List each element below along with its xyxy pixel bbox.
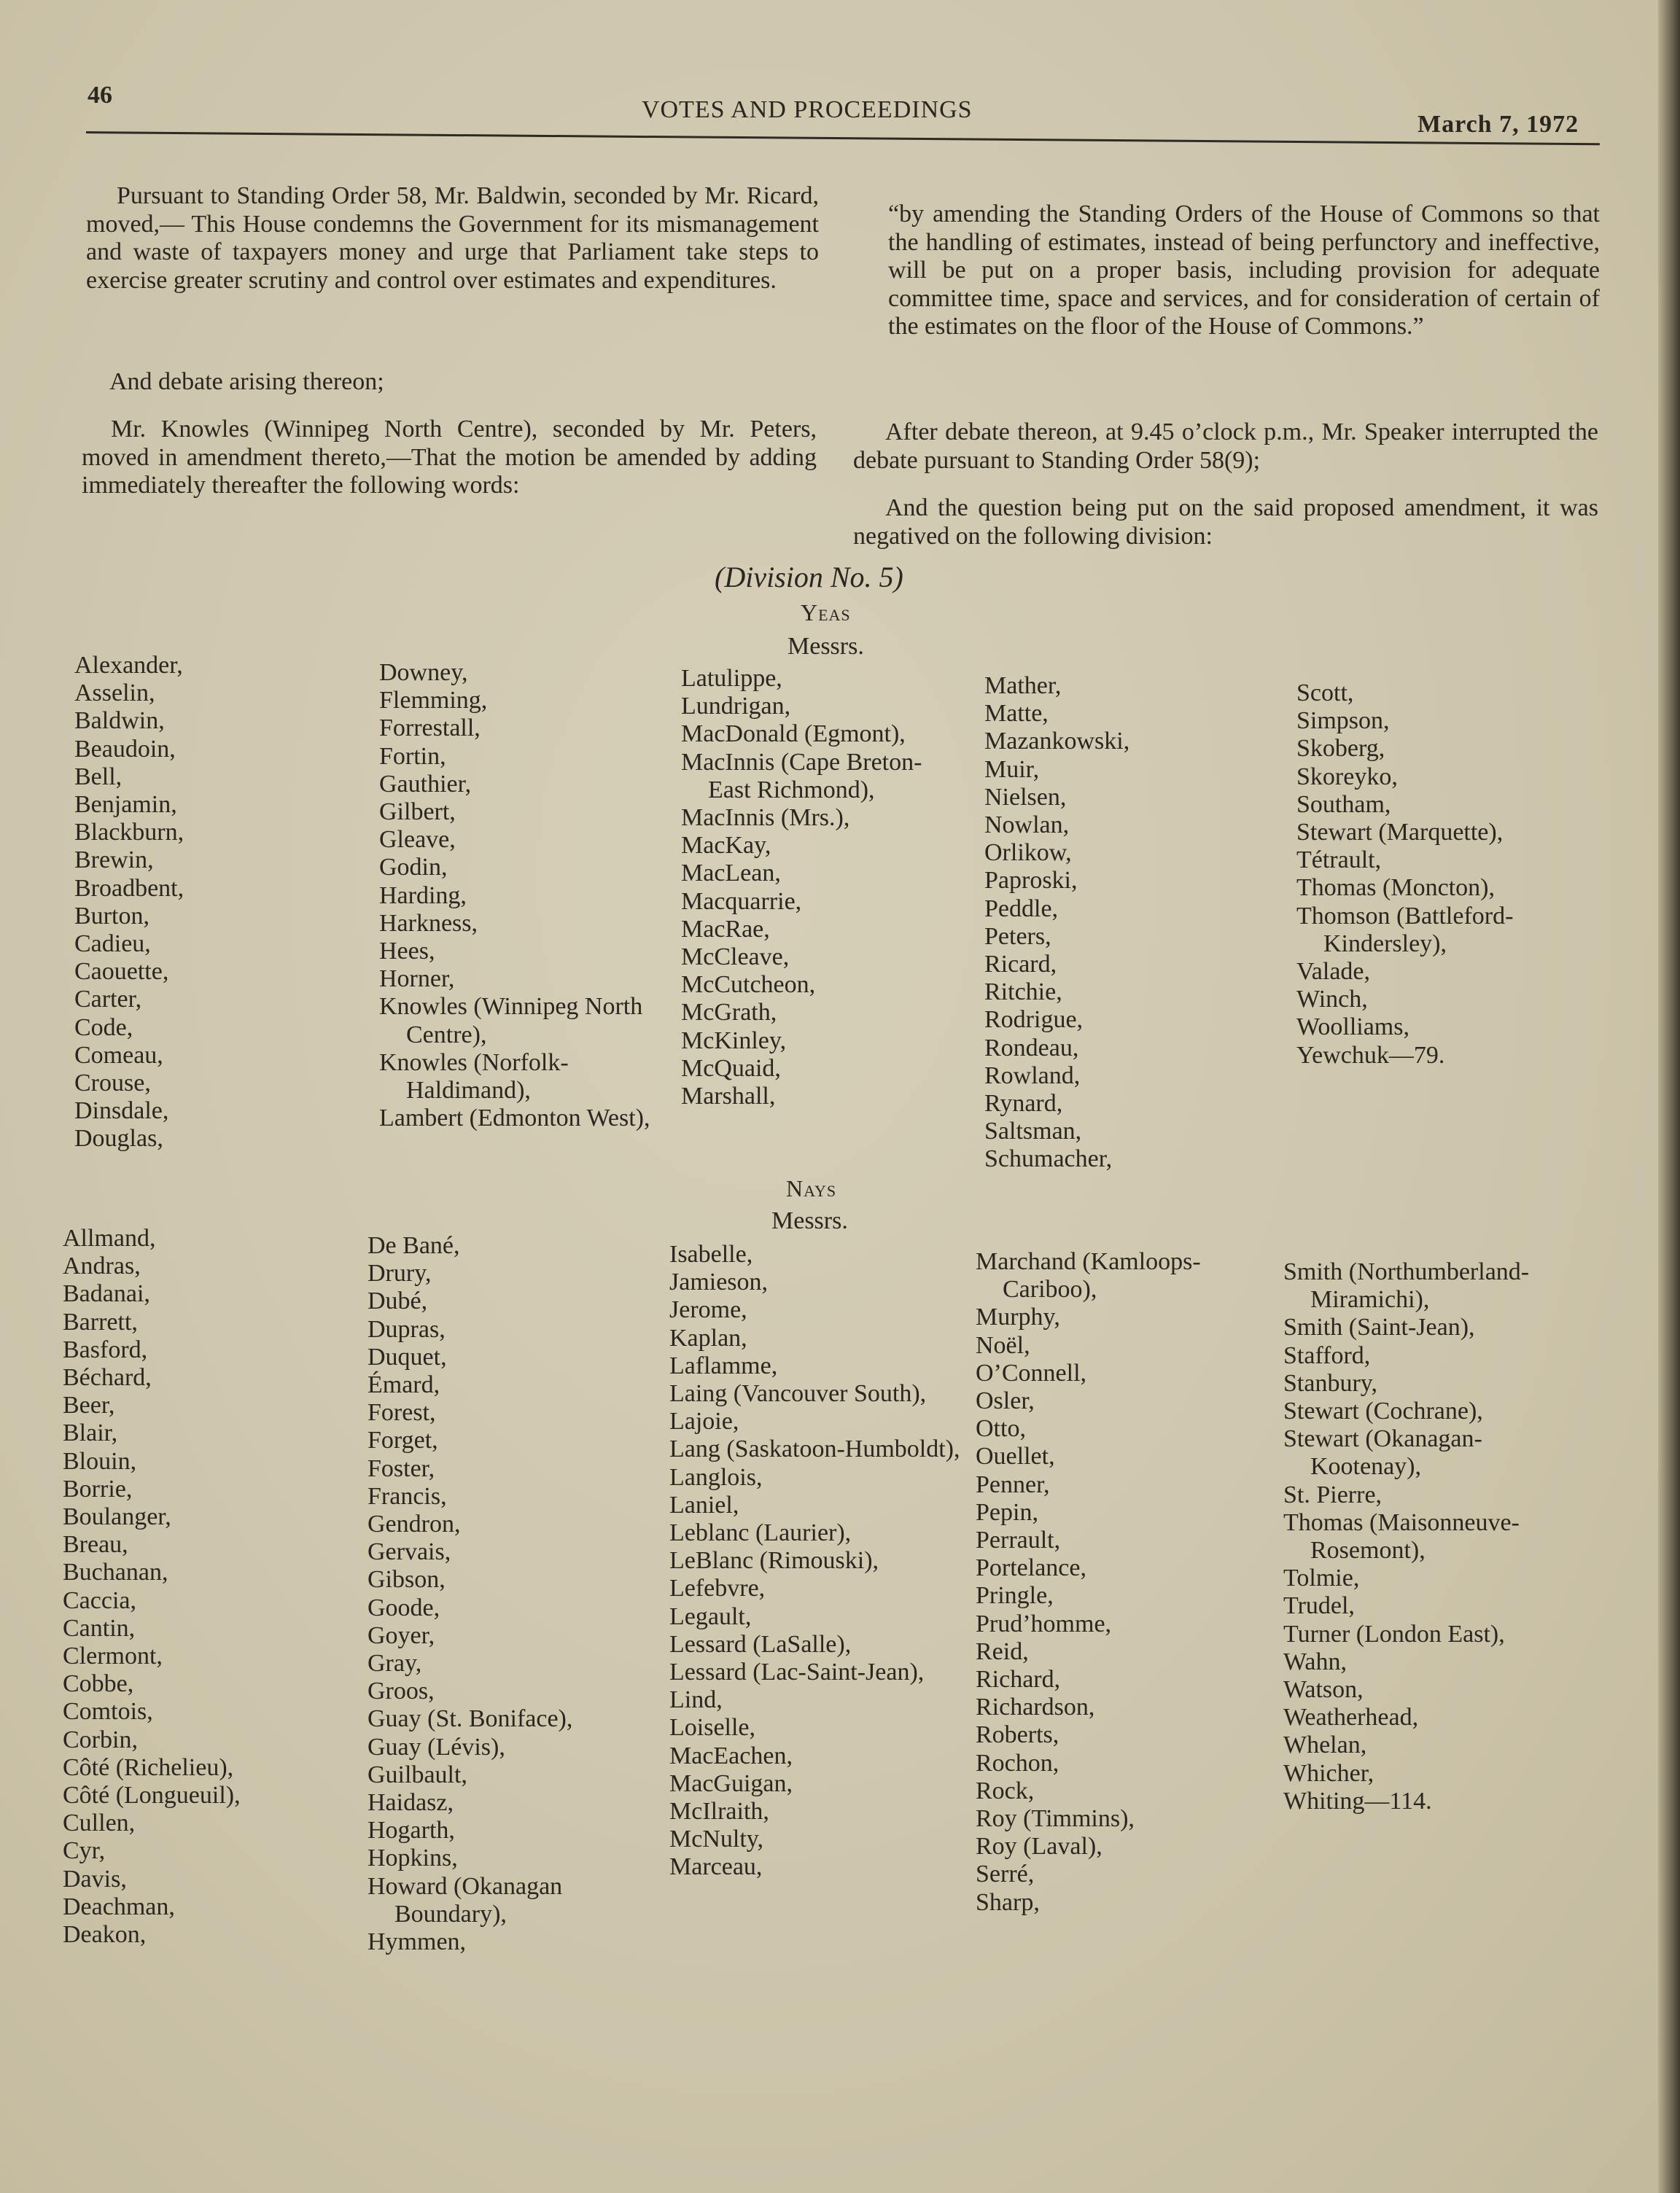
yeas-heading: Yeas — [801, 599, 851, 626]
member-name: Broadbent, — [74, 874, 184, 902]
header-rule — [86, 131, 1600, 145]
member-name: Trudel, — [1283, 1592, 1355, 1620]
member-name: MacInnis (Cape Breton-East Richmond), — [681, 748, 922, 803]
member-name: Cyr, — [63, 1837, 106, 1865]
member-name: McQuaid, — [681, 1054, 781, 1082]
member-name: Cobbe, — [63, 1670, 134, 1698]
member-name: Loiselle, — [669, 1714, 756, 1742]
member-name: Horner, — [379, 965, 455, 993]
member-name: MacLean, — [681, 860, 781, 887]
member-name: Downey, — [379, 659, 468, 686]
member-name: Cullen, — [63, 1810, 136, 1837]
nays-column-3 — [669, 1241, 976, 1882]
member-name: Roy (Timmins), — [976, 1805, 1135, 1833]
member-name: Nowlan, — [984, 811, 1070, 839]
member-name: Gleave, — [379, 826, 456, 854]
member-name: Smith (Northumberland-Miramichi), — [1283, 1258, 1530, 1314]
member-name: Richardson, — [976, 1694, 1095, 1721]
amendment-text-paragraph: “by amending the Standing Orders of the House of Commons so that the handling of estimates, instead of being perfunctory and ineffective, will be put on a proper basis, including provision for adequate committee time, space and services, and for consideration of certain of the estimates on the floor of the House of Commons.” — [888, 200, 1600, 340]
member-name: Deachman, — [63, 1893, 175, 1920]
member-name: Rondeau, — [984, 1034, 1079, 1062]
yeas-column-1 — [74, 652, 351, 1153]
member-name: Jerome, — [669, 1296, 747, 1324]
member-name: Godin, — [379, 854, 448, 881]
member-name: Portelance, — [976, 1554, 1086, 1582]
member-name: Thomas (Maisonneuve-Rosemont), — [1283, 1508, 1520, 1565]
member-name: Laniel, — [669, 1491, 739, 1519]
member-name: Lajoie, — [669, 1408, 739, 1436]
member-name: MacEachen, — [669, 1742, 793, 1769]
member-name: Lambert (Edmonton West), — [379, 1105, 650, 1132]
member-name: Pepin, — [976, 1498, 1038, 1526]
member-name: Cadieu, — [74, 930, 151, 958]
member-name: Isabelle, — [669, 1241, 753, 1268]
member-name: Murphy, — [976, 1304, 1060, 1331]
member-name: Marchand (Kamloops-Cariboo), — [976, 1248, 1201, 1304]
member-name: Comeau, — [74, 1041, 163, 1069]
member-name: Davis, — [63, 1865, 127, 1893]
member-name: Serré, — [976, 1861, 1035, 1888]
member-name: Comtois, — [63, 1698, 153, 1726]
member-name: Thomas (Moncton), — [1296, 874, 1495, 902]
member-name: Wahn, — [1283, 1648, 1347, 1675]
member-name: Watson, — [1283, 1676, 1364, 1704]
member-name: Dubé, — [368, 1288, 428, 1315]
member-name: Paproski, — [984, 867, 1078, 895]
member-name: Deakon, — [63, 1921, 147, 1949]
member-name: Guilbault, — [368, 1761, 467, 1788]
member-name: Rynard, — [984, 1090, 1063, 1118]
member-name: Valade, — [1296, 958, 1371, 986]
member-name: Marceau, — [669, 1853, 763, 1881]
member-name: Rochon, — [976, 1749, 1059, 1777]
member-name: Code, — [74, 1013, 133, 1041]
yeas-column-5 — [1296, 679, 1574, 1070]
member-name: Richard, — [976, 1666, 1061, 1694]
nays-column-5 — [1283, 1258, 1590, 1815]
nays-column-1 — [63, 1225, 340, 1949]
member-name: Brewin, — [74, 846, 154, 874]
member-name: Côté (Richelieu), — [63, 1753, 234, 1781]
member-name: Nielsen, — [984, 783, 1067, 811]
member-name: Lessard (LaSalle), — [669, 1630, 852, 1658]
member-name: Ouellet, — [976, 1443, 1055, 1471]
interruption-paragraph: After debate thereon, at 9.45 o’clock p.m., Mr. Speaker interrupted the debate pursuant to Standing Order 58(9); — [853, 418, 1598, 474]
member-name: Smith (Saint-Jean), — [1283, 1314, 1475, 1341]
member-name: Allmand, — [63, 1225, 156, 1252]
member-name: McGrath, — [681, 999, 777, 1027]
member-name: Skoreyko, — [1296, 763, 1398, 790]
nays-heading: Nays — [786, 1175, 837, 1201]
member-name: Simpson, — [1296, 707, 1390, 735]
member-name: Thomson (Battleford-Kindersley), — [1296, 902, 1514, 957]
member-name: Hees, — [379, 938, 435, 965]
member-name: Rock, — [976, 1777, 1035, 1804]
member-name: Pringle, — [976, 1582, 1054, 1610]
member-name: Hymmen, — [368, 1928, 467, 1956]
yeas-column-2 — [379, 659, 656, 1132]
member-name: McKinley, — [681, 1027, 787, 1054]
member-name: Turner (London East), — [1283, 1620, 1505, 1648]
member-name: Béchard, — [63, 1364, 152, 1392]
member-name: McIlraith, — [669, 1798, 769, 1826]
member-name: Lind, — [669, 1686, 723, 1714]
member-name: Drury, — [368, 1260, 432, 1288]
member-name: Osler, — [976, 1387, 1035, 1415]
debate-paragraph: And debate arising thereon; — [109, 368, 384, 395]
member-name: Benjamin, — [74, 791, 177, 819]
member-name: Otto, — [976, 1415, 1026, 1443]
member-name: Dinsdale, — [74, 1097, 169, 1125]
member-name: Skoberg, — [1296, 735, 1385, 763]
member-name: Caccia, — [63, 1586, 136, 1614]
member-name: Laflamme, — [669, 1352, 778, 1379]
member-name: Beaudoin, — [74, 735, 176, 763]
member-name: Alexander, — [74, 652, 183, 679]
amendment-paragraph: Mr. Knowles (Winnipeg North Centre), seconded by Mr. Peters, moved in amendment thereto,—That the motion be amended by adding immediately thereafter the following words: — [82, 416, 817, 499]
member-name: Knowles (Norfolk-Haldimand), — [379, 1048, 569, 1105]
member-name: Kaplan, — [669, 1324, 747, 1352]
member-name: Mazankowski, — [984, 728, 1130, 755]
nays-messrs: Messrs. — [771, 1207, 848, 1234]
member-name: Clermont, — [63, 1643, 163, 1670]
member-name: Muir, — [984, 755, 1040, 783]
member-name: Asselin, — [74, 679, 155, 707]
member-name: MacInnis (Mrs.), — [681, 804, 850, 832]
member-name: MacGuigan, — [669, 1769, 793, 1797]
member-name: Rodrigue, — [984, 1006, 1084, 1034]
member-name: Latulippe, — [681, 665, 782, 692]
member-name: Rowland, — [984, 1062, 1081, 1089]
member-name: O’Connell, — [976, 1359, 1087, 1387]
member-name: Roy (Laval), — [976, 1833, 1102, 1861]
member-name: Hogarth, — [368, 1817, 455, 1845]
member-name: Stewart (Okanagan-Kootenay), — [1283, 1425, 1482, 1481]
member-name: Buchanan, — [63, 1559, 168, 1586]
member-name: Côté (Longueuil), — [63, 1782, 241, 1810]
nays-column-4 — [976, 1248, 1282, 1917]
member-name: Perrault, — [976, 1527, 1061, 1554]
member-name: Tétrault, — [1296, 846, 1382, 874]
header-date: March 7, 1972 — [1418, 111, 1579, 138]
member-name: Blair, — [63, 1419, 118, 1447]
member-name: Bell, — [74, 763, 122, 790]
member-name: Ritchie, — [984, 978, 1062, 1006]
member-name: Guay (Lévis), — [368, 1733, 505, 1761]
member-name: Whicher, — [1283, 1759, 1374, 1787]
member-name: Basford, — [63, 1336, 148, 1363]
member-name: LeBlanc (Rimouski), — [669, 1547, 879, 1575]
member-name: Fortin, — [379, 742, 446, 770]
member-name: Barrett, — [63, 1308, 138, 1336]
member-name: Cantin, — [63, 1614, 136, 1642]
member-name: Saltsman, — [984, 1118, 1082, 1145]
member-name: Gervais, — [368, 1538, 451, 1566]
member-name: Émard, — [368, 1371, 440, 1399]
member-name: Matte, — [984, 700, 1049, 728]
member-name: Stewart (Cochrane), — [1283, 1398, 1483, 1425]
nays-column-2 — [368, 1232, 645, 1956]
yeas-messrs: Messrs. — [788, 633, 864, 660]
member-name: Legault, — [669, 1602, 752, 1630]
member-name: Forrestall, — [379, 714, 481, 742]
member-name: Corbin, — [63, 1726, 138, 1753]
member-name: Woolliams, — [1296, 1013, 1409, 1041]
member-name: Orlikow, — [984, 839, 1072, 867]
member-name: Peddle, — [984, 895, 1059, 922]
member-name: Prud’homme, — [976, 1610, 1112, 1637]
member-name: Whelan, — [1283, 1732, 1367, 1759]
page-edge-shadow — [1658, 0, 1680, 2193]
member-name: Penner, — [976, 1471, 1050, 1498]
member-name: Harding, — [379, 881, 467, 909]
member-name: Knowles (Winnipeg North Centre), — [379, 993, 643, 1048]
member-name: Stanbury, — [1283, 1369, 1378, 1397]
member-name: McCleave, — [681, 943, 790, 971]
yeas-column-4 — [984, 672, 1261, 1174]
member-name: Gauthier, — [379, 770, 472, 798]
member-name: Lundrigan, — [681, 693, 791, 720]
member-name: De Bané, — [368, 1232, 460, 1259]
member-name: Boulanger, — [63, 1503, 171, 1531]
member-name: MacRae, — [681, 915, 770, 943]
member-name: Blackburn, — [74, 819, 184, 846]
member-name: Tolmie, — [1283, 1565, 1360, 1592]
running-title: VOTES AND PROCEEDINGS — [642, 96, 973, 123]
member-name: MacKay, — [681, 832, 771, 860]
member-name: Badanai, — [63, 1280, 150, 1308]
page-header — [0, 0, 1680, 146]
member-name: Goyer, — [368, 1621, 435, 1649]
member-name: Carter, — [74, 986, 142, 1013]
member-name: Langlois, — [669, 1463, 763, 1491]
member-name: Blouin, — [63, 1447, 137, 1475]
member-name: Borrie, — [63, 1475, 133, 1503]
question-paragraph: And the question being put on the said proposed amendment, it was negatived on the following division: — [853, 494, 1598, 550]
member-name: Marshall, — [681, 1083, 776, 1110]
member-name: Gendron, — [368, 1511, 461, 1538]
member-name: Francis, — [368, 1482, 447, 1510]
member-name: Gibson, — [368, 1566, 446, 1594]
member-name: Hopkins, — [368, 1845, 458, 1872]
member-name: McNulty, — [669, 1826, 764, 1853]
member-name: Gilbert, — [379, 798, 456, 826]
member-name: Winch, — [1296, 986, 1368, 1013]
member-name: Baldwin, — [74, 707, 165, 735]
member-name: Harkness, — [379, 909, 478, 937]
member-name: Burton, — [74, 902, 149, 930]
member-name: Mather, — [984, 672, 1062, 699]
motion-paragraph: Pursuant to Standing Order 58, Mr. Baldwin, seconded by Mr. Ricard, moved,— This House condemns the Government for its mismanagement and waste of taxpayers money and urge that Parliament take steps to exercise greater scrutiny and control over estimates and expenditures. — [86, 182, 819, 294]
member-name: Duquet, — [368, 1343, 447, 1371]
member-name: Roberts, — [976, 1721, 1059, 1749]
member-name: Dupras, — [368, 1315, 446, 1343]
member-name: Peters, — [984, 922, 1051, 950]
member-name: Goode, — [368, 1594, 440, 1621]
member-name: Breau, — [63, 1531, 128, 1559]
member-name: Stafford, — [1283, 1341, 1371, 1369]
member-name: Noël, — [976, 1331, 1030, 1359]
member-name: Haidasz, — [368, 1789, 454, 1817]
member-name: Jamieson, — [669, 1269, 769, 1296]
member-name: Caouette, — [74, 958, 169, 986]
page-number: 46 — [88, 82, 112, 109]
member-name: Lang (Saskatoon-Humboldt), — [669, 1436, 960, 1463]
member-name: Laing (Vancouver South), — [669, 1380, 927, 1408]
member-name: MacDonald (Egmont), — [681, 720, 906, 748]
member-name: Flemming, — [379, 687, 488, 714]
member-name: McCutcheon, — [681, 971, 816, 999]
member-name: St. Pierre, — [1283, 1481, 1382, 1508]
member-name: Scott, — [1296, 679, 1354, 706]
member-name: Whiting—114. — [1283, 1787, 1432, 1815]
member-name: Groos, — [368, 1678, 435, 1705]
member-name: Reid, — [976, 1637, 1029, 1665]
member-name: Macquarrie, — [681, 887, 802, 915]
member-name: Ricard, — [984, 951, 1057, 978]
member-name: Forest, — [368, 1399, 436, 1427]
member-name: Lessard (Lac-Saint-Jean), — [669, 1659, 925, 1686]
member-name: Stewart (Marquette), — [1296, 819, 1504, 846]
member-name: Sharp, — [976, 1888, 1040, 1916]
member-name: Weatherhead, — [1283, 1704, 1419, 1732]
member-name: Leblanc (Laurier), — [669, 1519, 852, 1547]
division-title: (Division No. 5) — [715, 561, 903, 593]
member-name: Crouse, — [74, 1070, 151, 1097]
member-name: Andras, — [63, 1253, 141, 1280]
member-name: Howard (Okanagan Boundary), — [368, 1872, 563, 1928]
member-name: Lefebvre, — [669, 1575, 766, 1602]
member-name: Douglas, — [74, 1125, 163, 1153]
member-name: Guay (St. Boniface), — [368, 1705, 573, 1733]
member-name: Beer, — [63, 1392, 115, 1419]
member-name: Forget, — [368, 1427, 438, 1454]
member-name: Yewchuk—79. — [1296, 1041, 1445, 1069]
member-name: Southam, — [1296, 790, 1391, 818]
yeas-column-3 — [681, 665, 958, 1110]
member-name: Foster, — [368, 1454, 435, 1482]
member-name: Gray, — [368, 1650, 422, 1678]
member-name: Schumacher, — [984, 1145, 1113, 1173]
